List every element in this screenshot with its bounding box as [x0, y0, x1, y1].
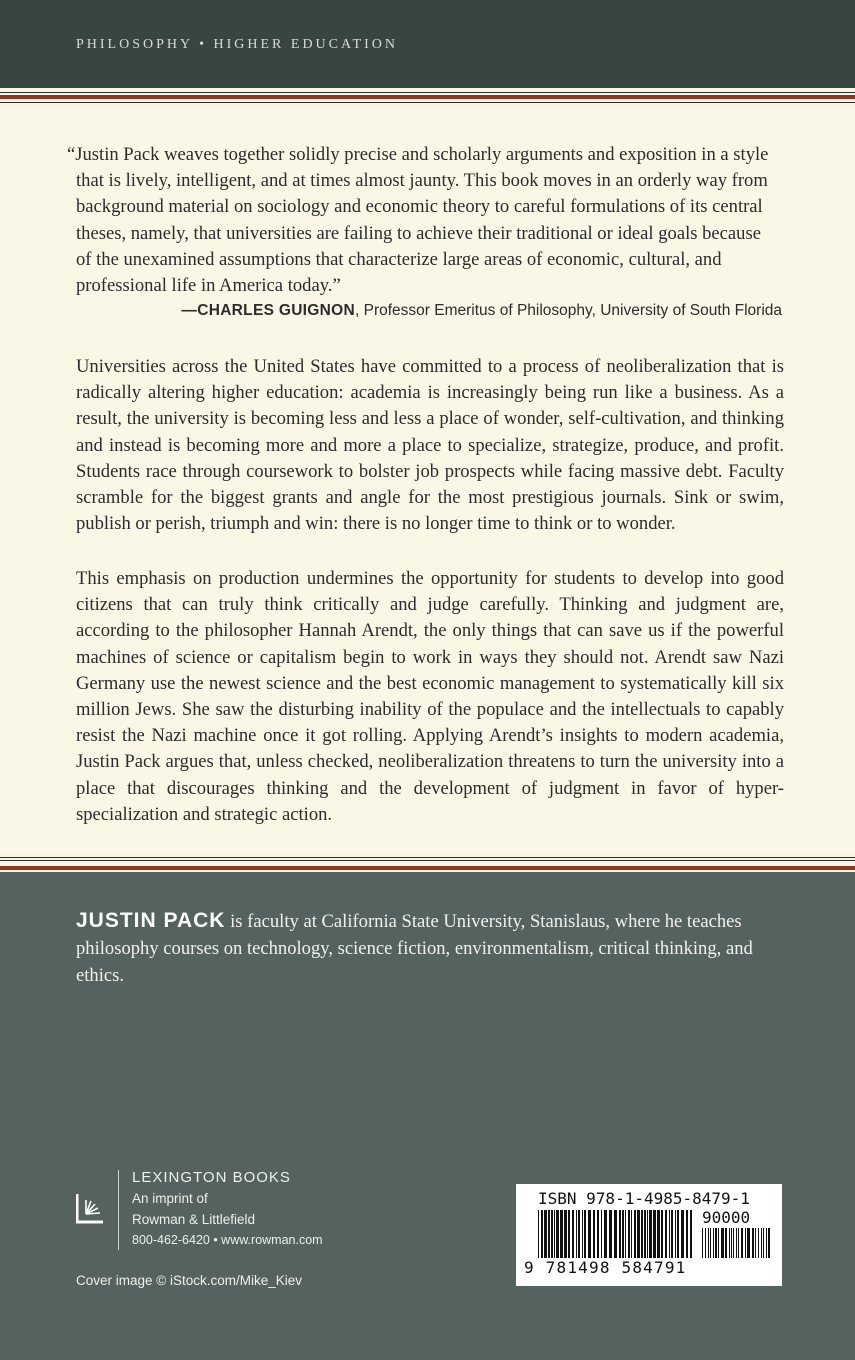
- barcode-bar: [554, 1210, 555, 1258]
- barcode-bar: [731, 1228, 732, 1258]
- barcode-bar: [584, 1210, 586, 1258]
- barcode-bar: [647, 1210, 648, 1258]
- barcode-bar: [761, 1228, 762, 1258]
- barcode-bar: [544, 1210, 547, 1258]
- barcode-bar: [669, 1210, 670, 1258]
- barcode-bar: [766, 1228, 767, 1258]
- barcode-bar: [677, 1210, 679, 1258]
- quote-line: that is lively, intelligent, and at times almost jaunty. This book moves in an orderly way from: [76, 170, 768, 192]
- barcode-bar: [614, 1210, 617, 1258]
- top-stripes: [0, 88, 855, 110]
- quote-line: of the unexamined assumptions that characterize large areas of economic, cultural, and: [76, 248, 722, 270]
- description-paragraph-1: Universities across the United States have committed to a process of neoliberalization that is radically altering higher education: academia is increasingly being run like a business. As a result, the university is becoming less and less a place of wonder, self-cultivation, and thinking and instead is becoming more and more a place to specialize, strategize, produce, and profit. Students race through coursework to bolster job prospects while facing massive debt. Faculty scramble for the biggest grants and angle for the most prestigious journals. Sink or swim, publish or perish, triumph and win: there is no longer time to think or to wonder.: [76, 356, 784, 535]
- barcode-bar: [538, 1210, 539, 1258]
- barcode-bar: [548, 1210, 550, 1258]
- barcode-bar: [609, 1210, 612, 1258]
- barcode-bar: [622, 1210, 624, 1258]
- barcode-bar: [745, 1228, 746, 1258]
- barcode-bar: [686, 1210, 688, 1258]
- barcode-bar: [657, 1210, 660, 1258]
- addon-bars: [702, 1228, 772, 1258]
- barcode-bar: [572, 1210, 574, 1258]
- barcode-bar: [641, 1210, 643, 1258]
- barcode-bar: [736, 1228, 737, 1258]
- barcode-bar: [690, 1210, 692, 1258]
- quote-line: background material on sociology and economic theory to careful formulations of its central: [76, 196, 763, 218]
- barcode-bar: [568, 1210, 570, 1258]
- stripe-rust: [0, 95, 855, 99]
- publisher-contact: 800-462-6420 • www.rowman.com: [132, 1233, 323, 1247]
- quote-attribution: [76, 302, 782, 320]
- barcode-bar: [661, 1210, 663, 1258]
- barcode-bar: [604, 1210, 607, 1258]
- lexington-books-logo-icon: [76, 1192, 104, 1224]
- barcode-bar: [681, 1210, 684, 1258]
- author-bio: [76, 907, 786, 989]
- publisher-block: [132, 1168, 323, 1250]
- barcode-bar: [564, 1210, 567, 1258]
- stripe-line: [0, 857, 855, 858]
- addon-code: 90000: [702, 1208, 751, 1227]
- barcode-bar: [631, 1210, 632, 1258]
- barcode-bar: [653, 1210, 656, 1258]
- barcode-bar: [634, 1210, 636, 1258]
- bottom-stripes: [0, 854, 855, 872]
- attribution-title: , Professor Emeritus of Philosophy, University of South Florida: [355, 302, 782, 319]
- barcode-bar: [718, 1228, 719, 1258]
- barcode-bar: [578, 1210, 580, 1258]
- barcode-bar: [541, 1210, 543, 1258]
- attribution-name: —CHARLES GUIGNON: [181, 302, 355, 319]
- quote-line: theses, namely, that universities are failing to achieve their traditional or ideal goals because: [76, 222, 761, 244]
- publisher-parent: Rowman & Littlefield: [132, 1212, 256, 1227]
- top-band: [0, 0, 855, 88]
- barcode-bar: [671, 1210, 673, 1258]
- stripe-line: [0, 92, 855, 93]
- barcode-bar: [556, 1210, 559, 1258]
- endorsement-quote: [67, 142, 783, 299]
- quote-line: professional life in America today.”: [76, 275, 341, 297]
- ean-digits: 9 781498 584791: [524, 1258, 687, 1277]
- publisher-imprint: An imprint of: [132, 1191, 208, 1206]
- barcode-bar: [708, 1228, 709, 1258]
- stripe-line: [0, 860, 855, 861]
- barcode-bar: [713, 1228, 714, 1258]
- barcode-bar: [755, 1228, 756, 1258]
- barcode-bar: [576, 1210, 577, 1258]
- barcode-bar: [628, 1210, 630, 1258]
- barcode-bar: [601, 1210, 602, 1258]
- barcode-bar: [758, 1228, 759, 1258]
- barcode-bar: [582, 1210, 583, 1258]
- publisher-divider: [118, 1170, 119, 1250]
- ean-bars: [538, 1210, 694, 1258]
- barcode-bar: [560, 1210, 563, 1258]
- author-name: JUSTIN PACK: [76, 909, 226, 932]
- barcode-bar: [747, 1228, 750, 1258]
- category-label: PHILOSOPHY • HIGHER EDUCATION: [76, 37, 398, 52]
- barcode-bar: [644, 1210, 646, 1258]
- barcode-bar: [752, 1228, 754, 1258]
- barcode-bar: [710, 1228, 711, 1258]
- barcode-bar: [702, 1228, 703, 1258]
- barcode-bar: [715, 1228, 717, 1258]
- isbn-barcode: [516, 1184, 782, 1286]
- barcode-bar: [733, 1228, 734, 1258]
- barcode-bar: [721, 1228, 724, 1258]
- barcode-bar: [665, 1210, 667, 1258]
- author-bio-text: is faculty at California State University, Stanislaus, where he teaches philosophy courses on technology, science fiction, environmentalism, critical thinking, and ethics.: [76, 911, 753, 986]
- barcode-bar: [741, 1228, 743, 1258]
- isbn-label: ISBN 978-1-4985-8479-1: [538, 1189, 750, 1208]
- barcode-bar: [625, 1210, 626, 1258]
- barcode-bar: [675, 1210, 676, 1258]
- barcode-bar: [593, 1210, 595, 1258]
- barcode-bar: [763, 1228, 764, 1258]
- barcode-bar: [705, 1228, 706, 1258]
- stripe-rust: [0, 866, 855, 870]
- description-paragraph-2: This emphasis on production undermines the opportunity for students to develop into good citizens that can truly think critically and judge carefully. Thinking and judgment are, according to the philosopher Hannah Arendt, the only things that can save us if the powerful machines of science or capitalism begin to work in ways they should not. Arendt saw Nazi Germany use the newest science and the best economic management to systematically kill six million Jews. She saw the disturbing inability of the populace and the intellectuals to capably resist the Nazi machine once it got rolling. Applying Arendt’s insights to modern academia, Justin Pack argues that, unless checked, neoliberalization threatens to turn the university into a place that discourages thinking and the development of judgment in favor of hyper-specialization and strategic action.: [76, 568, 784, 825]
- barcode-bar: [551, 1210, 553, 1258]
- barcode-bar: [597, 1210, 599, 1258]
- cover-image-credit: Cover image © iStock.com/Mike_Kiev: [76, 1273, 303, 1288]
- quote-line: “Justin Pack weaves together solidly precise and scholarly arguments and exposition in a style: [67, 144, 769, 165]
- stripe-line: [0, 102, 855, 103]
- barcode-bar: [649, 1210, 652, 1258]
- barcode-bar: [637, 1210, 640, 1258]
- barcode-bar: [725, 1228, 727, 1258]
- barcode-bar: [729, 1228, 730, 1258]
- barcode-bar: [588, 1210, 591, 1258]
- barcode-bar: [619, 1210, 621, 1258]
- publisher-name: LEXINGTON BOOKS: [132, 1169, 291, 1186]
- barcode-bar: [738, 1228, 739, 1258]
- barcode-bar: [768, 1228, 770, 1258]
